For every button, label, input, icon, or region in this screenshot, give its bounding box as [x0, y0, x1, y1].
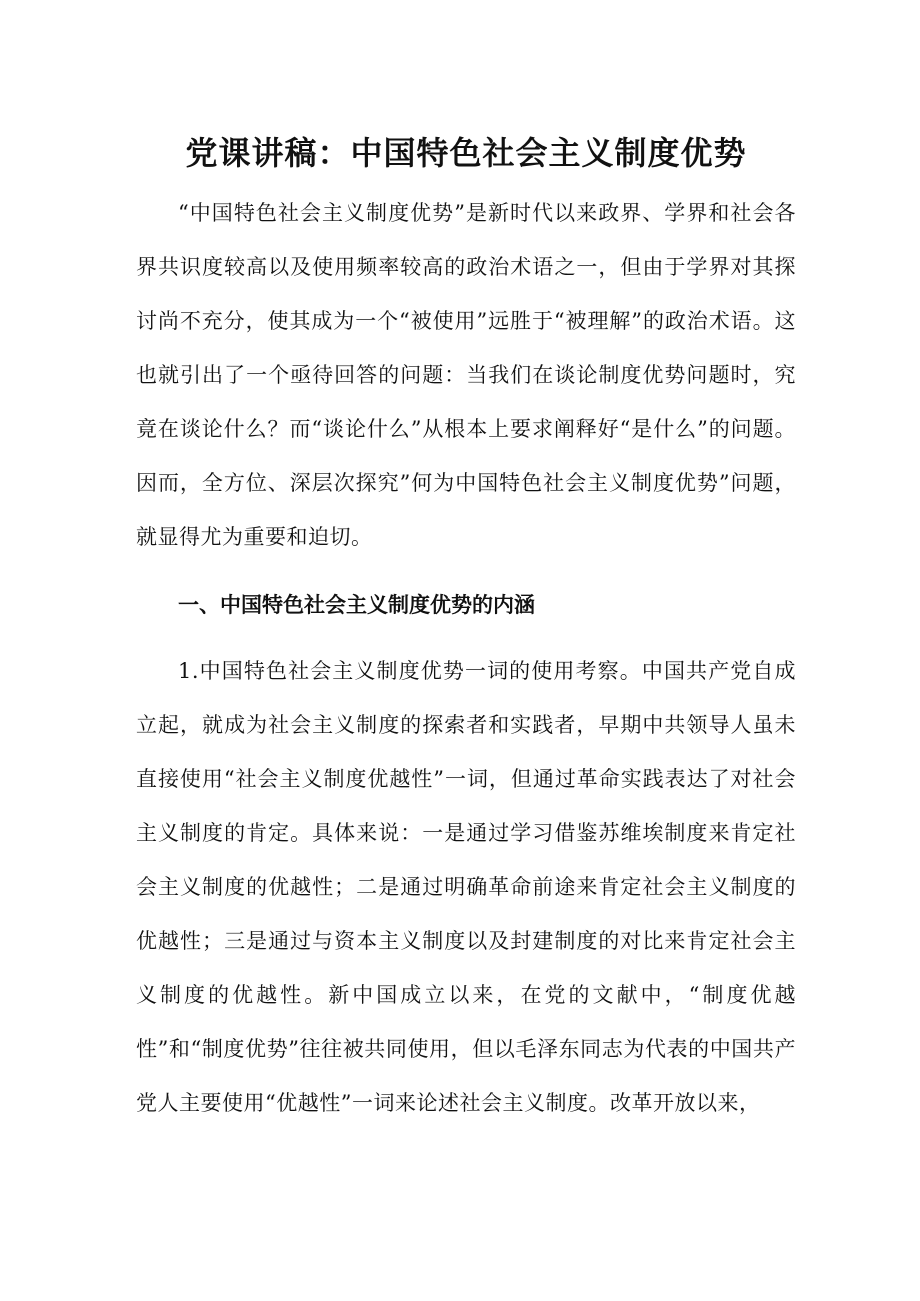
section-heading: 一、中国特色社会主义制度优势的内涵	[178, 593, 535, 617]
section-paragraph: 1.中国特色社会主义制度优势一词的使用考察。中国共产党自成立起，就成为社会主义制度的探索者和实践者，早期中共领导人虽未直接使用“社会主义制度优越性”一词，但通过革命实践表达了对社会主义制度的肯定。具体来说：一是通过学习借鉴苏维埃制度来肯定社会主义制度的优越性；二是通过明确革命前途来肯定社会主义制度的优越性；三是通过与资本主义制度以及封建制度的对比来肯定社会主义制度的优越性。新中国成立以来，在党的文献中，“制度优越性”和“制度优势”往往被共同使用，但以毛泽东同志为代表的中国共产党人主要使用“优越性”一词来论述社会主义制度。改革开放以来，	[136, 659, 796, 1115]
document-page	[136, 126, 796, 1130]
intro-paragraph: “中国特色社会主义制度优势”是新时代以来政界、学界和社会各界共识度较高以及使用频率较高的政治术语之一，但由于学界对其探讨尚不充分，使其成为一个“被使用”远胜于“被理解”的政治术语。这也就引出了一个亟待回答的问题：当我们在谈论制度优势问题时，究竟在谈论什么？而“谈论什么”从根本上要求阐释好“是什么”的问题。因而，全方位、深层次探究”何为中国特色社会主义制度优势”问题，就显得尤为重要和迫切。	[136, 201, 796, 549]
document-title: 党课讲稿：中国特色社会主义制度优势	[185, 134, 747, 172]
